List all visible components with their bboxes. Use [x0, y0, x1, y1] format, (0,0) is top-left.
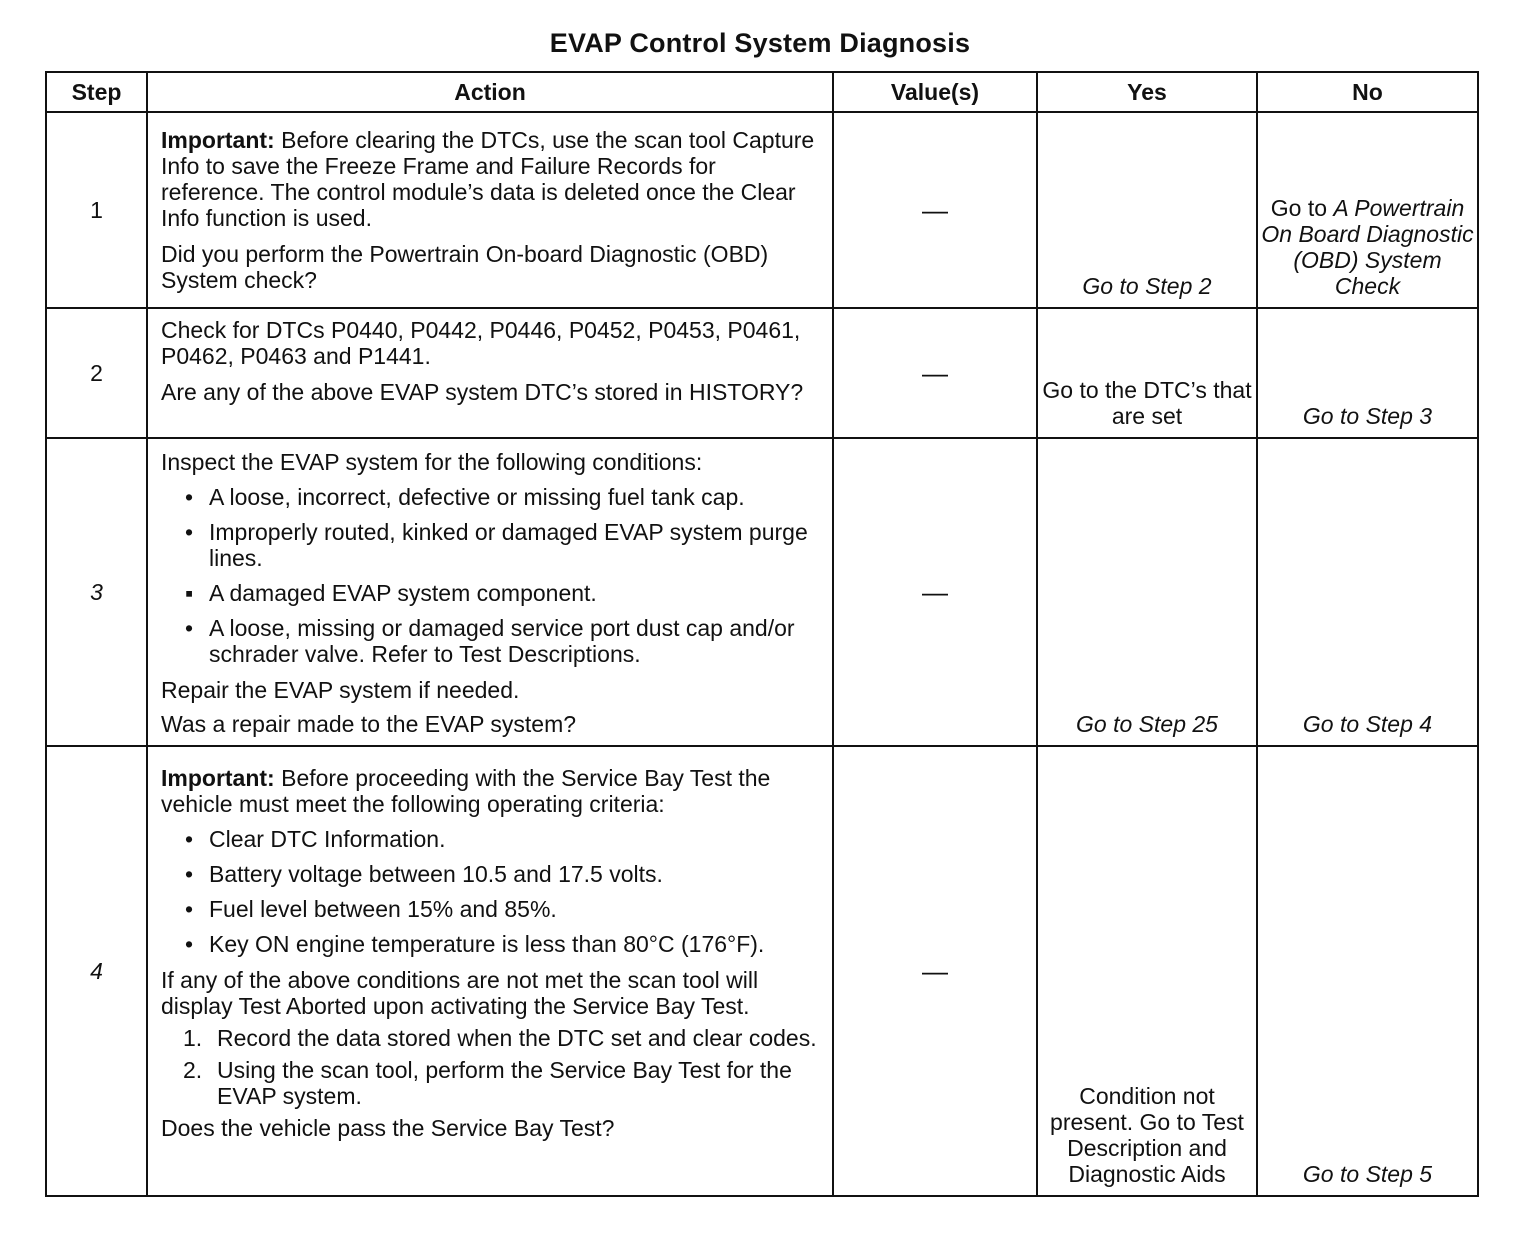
important-paragraph	[161, 765, 822, 817]
bullet-marker: •	[185, 826, 194, 852]
item-text: Using the scan tool, perform the Service Bay Test for the EVAP system.	[217, 1057, 792, 1109]
yes-cell: Go to the DTC’s that are set	[1037, 308, 1257, 438]
bullet-item	[161, 896, 822, 922]
bullet-text: Improperly routed, kinked or damaged EVAP system purge lines.	[209, 519, 808, 571]
bullet-marker: •	[185, 484, 194, 510]
important-paragraph	[161, 127, 822, 231]
question-text: Was a repair made to the EVAP system?	[161, 711, 577, 737]
intro-text: Inspect the EVAP system for the following conditions:	[161, 449, 703, 475]
header-step: Step	[46, 72, 147, 112]
step-number: 2	[46, 308, 147, 438]
yes-cell: Go to Step 25	[1037, 438, 1257, 746]
bullet-text: A damaged EVAP system component.	[209, 580, 597, 606]
value-cell: —	[833, 746, 1037, 1196]
bullet-item	[161, 861, 822, 887]
header-values: Value(s)	[833, 72, 1037, 112]
bullet-item	[161, 580, 822, 606]
action-cell	[147, 746, 833, 1196]
important-text: Before clearing the DTCs, use the scan tool Capture Info to save the Freeze Frame and Failure Records for reference. The control module’s data is deleted once the Clear Info function is used.	[161, 127, 815, 231]
step-number: 4	[46, 746, 147, 1196]
header-no: No	[1257, 72, 1478, 112]
table-row	[46, 746, 1478, 1196]
numbered-item	[161, 1025, 822, 1051]
note-text: If any of the above conditions are not met the scan tool will display Test Aborted upon activating the Service Bay Test.	[161, 967, 759, 1019]
bullet-marker: •	[185, 861, 194, 887]
no-cell: Go to Step 5	[1257, 746, 1478, 1196]
bullet-marker: •	[185, 931, 194, 957]
bullet-text: A loose, missing or damaged service port dust cap and/or schrader valve. Refer to Test Descriptions.	[209, 615, 795, 667]
question-text: Did you perform the Powertrain On-board Diagnostic (OBD) System check?	[161, 241, 769, 293]
repair-text: Repair the EVAP system if needed.	[161, 677, 520, 703]
table-row	[46, 438, 1478, 746]
header-yes: Yes	[1037, 72, 1257, 112]
no-cell: Go to Step 3	[1257, 308, 1478, 438]
header-action: Action	[147, 72, 833, 112]
yes-cell: Go to Step 2	[1037, 112, 1257, 308]
bullet-item	[161, 519, 822, 571]
numbered-item	[161, 1057, 822, 1109]
action-cell	[147, 438, 833, 746]
table-row	[46, 112, 1478, 308]
bullet-text: Fuel level between 15% and 85%.	[209, 896, 557, 922]
bullet-item	[161, 615, 822, 667]
action-cell	[147, 308, 833, 438]
step-number: 3	[46, 438, 147, 746]
question-text: Are any of the above EVAP system DTC’s stored in HISTORY?	[161, 379, 804, 405]
bullet-marker: •	[185, 615, 194, 641]
bullet-text: Clear DTC Information.	[209, 826, 446, 852]
bullet-text: Battery voltage between 10.5 and 17.5 volts.	[209, 861, 663, 887]
no-reference: A Powertrain On Board Diagnostic (OBD) System Check	[1261, 195, 1474, 299]
table-row	[46, 308, 1478, 438]
value-cell: —	[833, 438, 1037, 746]
important-label: Important:	[161, 127, 275, 153]
bullet-item	[161, 931, 822, 957]
bullet-marker: •	[185, 896, 194, 922]
item-number: 1.	[183, 1025, 203, 1051]
no-cell	[1257, 112, 1478, 308]
bullet-marker: •	[185, 519, 194, 545]
question-text: Does the vehicle pass the Service Bay Test?	[161, 1115, 615, 1141]
important-label: Important:	[161, 765, 275, 791]
no-cell: Go to Step 4	[1257, 438, 1478, 746]
item-text: Record the data stored when the DTC set and clear codes.	[217, 1025, 817, 1051]
diagnosis-table	[45, 71, 1479, 1197]
action-text: Check for DTCs P0440, P0442, P0446, P0452, P0453, P0461, P0462, P0463 and P1441.	[161, 317, 801, 369]
value-cell: —	[833, 308, 1037, 438]
bullet-item	[161, 826, 822, 852]
bullet-text: A loose, incorrect, defective or missing fuel tank cap.	[209, 484, 745, 510]
action-cell	[147, 112, 833, 308]
header-row	[46, 72, 1478, 112]
no-prefix: Go to	[1270, 195, 1334, 221]
important-text: Before proceeding with the Service Bay Test the vehicle must meet the following operating criteria:	[161, 765, 771, 817]
bullet-item	[161, 484, 822, 510]
yes-cell: Condition not present. Go to Test Description and Diagnostic Aids	[1037, 746, 1257, 1196]
bullet-text: Key ON engine temperature is less than 80°C (176°F).	[209, 931, 765, 957]
item-number: 2.	[183, 1057, 203, 1083]
document-title: EVAP Control System Diagnosis	[549, 28, 971, 58]
step-number: 1	[46, 112, 147, 308]
value-cell: —	[833, 112, 1037, 308]
bullet-marker: ▪	[185, 580, 194, 606]
